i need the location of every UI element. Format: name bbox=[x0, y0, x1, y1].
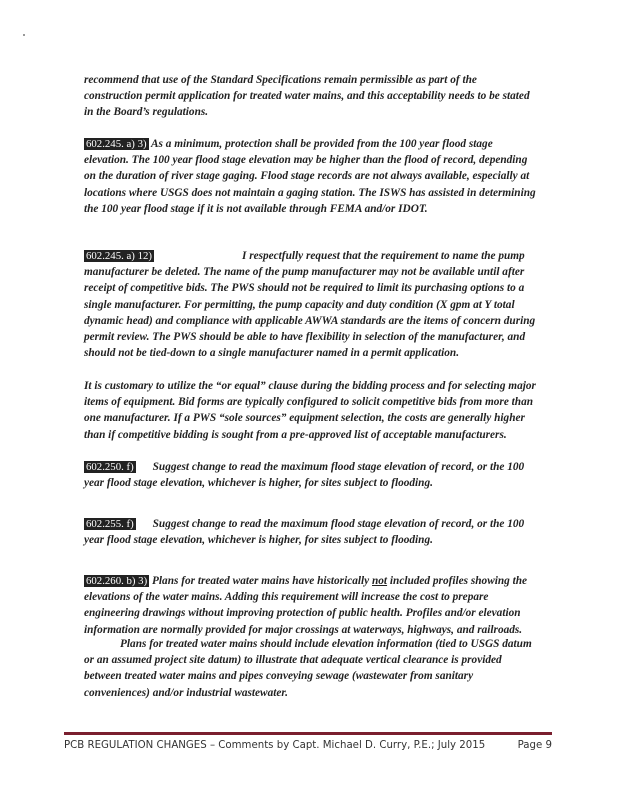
paragraph-text: Suggest change to read the maximum flood stage elevation of record, or the 100 year flood stage elevation, whichever is higher, for sites subject to flooding. bbox=[84, 461, 525, 490]
paragraph-text: It is customary to utilize the “or equal” clause during the bidding process and for selecting major items of equipment. Bid forms are typically configured to solicit competitive bids from more than one manufacturer. If a PWS “sole sources” equipment selection, the costs are generally higher than if competitive bidding is sought from a pre-approved list of acceptable manufacturers. bbox=[84, 380, 536, 441]
footer-title: PCB REGULATION CHANGES – Comments by Capt. Michael D. Curry, P.E.; July 2015 bbox=[64, 740, 486, 751]
paragraph-602-245-a12 bbox=[84, 248, 536, 361]
section-tag: 602.250. f) bbox=[86, 461, 134, 473]
section-tag: 602.255. f) bbox=[86, 518, 134, 530]
paragraph-text-post: included profiles showing the elevations of the water mains. Adding this requirement will increase the cost to prepare engineering drawings without improving protection of public health. Profiles and/or elevation information are normally provided for major crossings at waterways, highways, and railroads. bbox=[84, 575, 528, 636]
paragraph-elevation-info bbox=[84, 636, 536, 701]
section-tag: 602.245. a) 3) bbox=[86, 138, 147, 150]
paragraph-602-245-a3 bbox=[84, 136, 536, 217]
paragraph-text: Plans for treated water mains should include elevation information (tied to USGS datum or an assumed project site datum) to illustrate that adequate vertical clearance is provided between treated water mains and pipes conveying sewage (wastewater from sanitary conveniences) and/or industrial wastewater. bbox=[84, 638, 532, 699]
paragraph-text: I respectfully request that the requirement to name the pump manufacturer be deleted. The name of the pump manufacturer may not be available until after receipt of competitive bids. The PWS should not be required to limit its purchasing options to a single manufacturer. For permitting, the pump capacity and duty condition (X gpm at Y total dynamic head) and compliance with applicable AWWA standards are the items of concern during permit review. The PWS should be able to have flexibility in selection of the manufacturer, and should not be tied-down to a single manufacturer named in a permit application. bbox=[84, 250, 536, 360]
section-tag: 602.260. b) 3) bbox=[86, 575, 148, 587]
page-number: Page 9 bbox=[517, 740, 552, 751]
paragraph-text: As a minimum, protection shall be provided from the 100 year flood stage elevation. The 100 year flood stage elevation may be higher than the flood of record, depending on the duration of river stage gaging. Flood stage records are not always available, especially at locations where USGS does not maintain a gaging station. The ISWS has assisted in determining the 100 year flood stage if it is not available through FEMA and/or IDOT. bbox=[84, 138, 536, 215]
paragraph-602-250-f bbox=[84, 459, 536, 491]
underlined-word: not bbox=[372, 575, 388, 587]
section-tag: 602.245. a) 12) bbox=[86, 250, 152, 262]
footer-divider bbox=[64, 732, 552, 735]
paragraph-602-255-f bbox=[84, 516, 536, 548]
paragraph-standard-specs bbox=[84, 72, 536, 121]
paragraph-602-260-b3 bbox=[84, 573, 536, 638]
paragraph-text: Suggest change to read the maximum flood stage elevation of record, or the 100 year flood stage elevation, whichever is higher, for sites subject to flooding. bbox=[84, 518, 525, 547]
paragraph-text: recommend that use of the Standard Specifications remain permissible as part of the construction permit application for treated water mains, and this acceptability needs to be stated in the Board’s regulations. bbox=[84, 74, 530, 119]
scan-mark bbox=[23, 34, 25, 36]
paragraph-or-equal bbox=[84, 378, 536, 443]
paragraph-text-pre: Plans for treated water mains have historically bbox=[149, 575, 372, 587]
